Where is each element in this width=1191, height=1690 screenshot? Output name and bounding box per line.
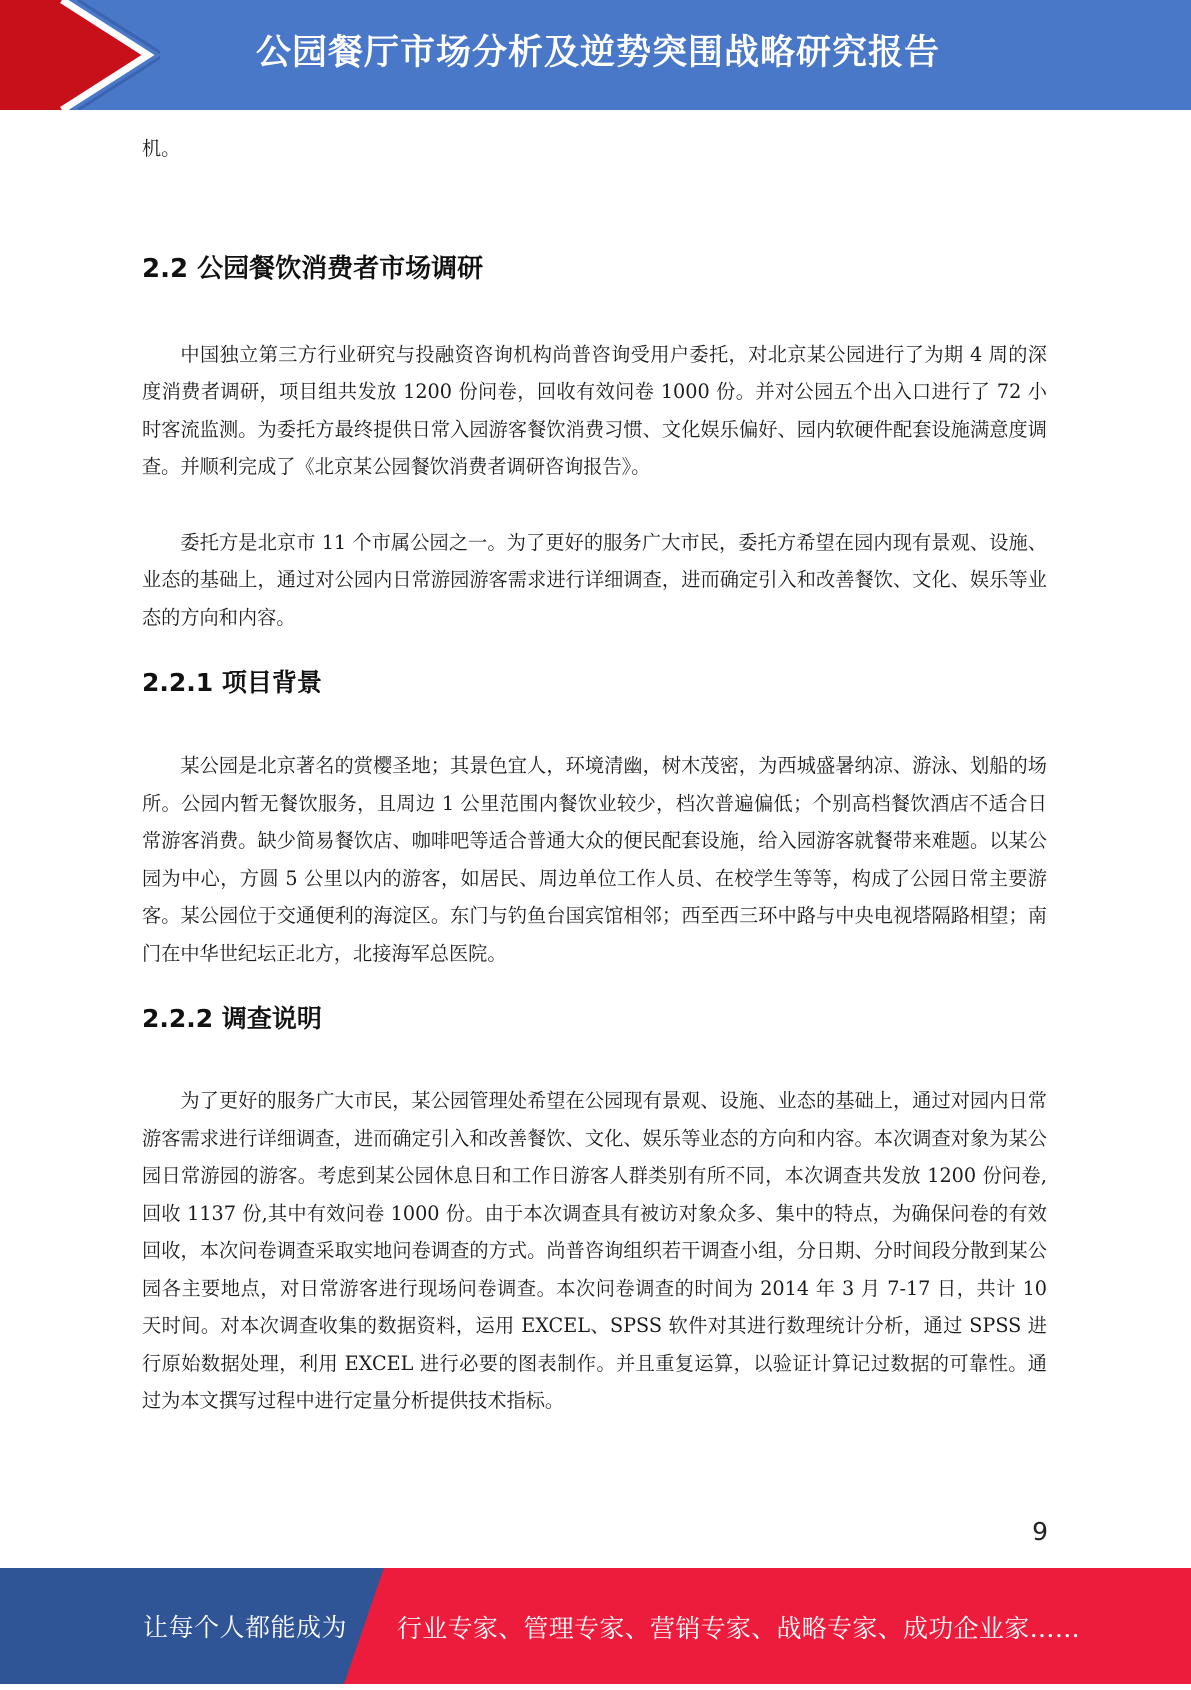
paragraph-2-2-client: 委托方是北京市 11 个市属公园之一。为了更好的服务广大市民，委托方希望在园内现有景观、设施、业态的基础上，通过对公园内日常游园游客需求进行详细调查，进而确定引入和改善餐饮、文化、娱乐等业态的方向和内容。: [142, 530, 1047, 629]
footer-slogan-roles: 行业专家、管理专家、营销专家、战略专家、成功企业家……: [397, 1614, 1081, 1643]
page-content: [142, 130, 1047, 1420]
paragraph-2-2-survey: 中国独立第三方行业研究与投融资咨询机构尚普咨询受用户委托，对北京某公园进行了为期 4 周的深度消费者调研，项目组共发放 1200 份问卷，回收有效问卷 1000 份。并对公园五个出入口进行了 72 小时客流监测。为委托方最终提供日常入园游客餐饮消费习惯、文化娱乐偏好、园内软硬件配套设施满意度调查。并顺利完成了《北京某公园餐饮消费者调研咨询报告》。: [142, 342, 1047, 478]
report-title: 公园餐厅市场分析及逆势突围战略研究报告: [256, 33, 941, 73]
paragraph-2-2-1-background: 某公园是北京著名的赏樱圣地；其景色宜人，环境清幽，树木茂密，为西城盛暑纳凉、游泳、划船的场所。公园内暂无餐饮服务，且周边 1 公里范围内餐饮业较少，档次普遍偏低；个别高档餐饮酒店不适合日常游客消费。缺少简易餐饮店、咖啡吧等适合普通大众的便民配套设施，给入园游客就餐带来难题。以某公园为中心，方圆 5 公里以内的游客，如居民、周边单位工作人员、在校学生等等，构成了公园日常主要游客。某公园位于交通便利的海淀区。东门与钓鱼台国宾馆相邻；西至西三环中路与中央电视塔隔路相望；南门在中华世纪坛正北方，北接海军总医院。: [142, 754, 1047, 965]
header-arrow-decoration: [0, 0, 160, 110]
paragraph-2-2-2-method: 为了更好的服务广大市民，某公园管理处希望在公园现有景观、设施、业态的基础上，通过对园内日常游客需求进行详细调查，进而确定引入和改善餐饮、文化、娱乐等业态的方向和内容。本次调查对象为某公园日常游园的游客。考虑到某公园休息日和工作日游客人群类别有所不同，本次调查共发放 1200 份问卷,回收 1137 份,其中有效问卷 1000 份。由于本次调查具有被访对象众多、集中的特点，为确保问卷的有效回收，本次问卷调查采取实地问卷调查的方式。尚普咨询组织若干调查小组，分日期、分时间段分散到某公园各主要地点，对日常游客进行现场问卷调查。本次问卷调查的时间为 2014 年 3 月 7-17 日，共计 10 天时间。对本次调查收集的数据资料，运用 EXCEL、SPSS 软件对其进行数理统计分析，通过 SPSS 进行原始数据处理，利用 EXCEL 进行必要的图表制作。并且重复运算，以验证计算记过数据的可靠性。通过为本文撰写过程中进行定量分析提供技术指标。: [142, 1089, 1047, 1412]
page-footer: [0, 1568, 1191, 1684]
page-number: 9: [1032, 1517, 1048, 1546]
continuation-fragment: 机。: [142, 137, 181, 160]
section-heading-2-2-1: 2.2.1 项目背景: [142, 668, 322, 697]
footer-slogan-lead: 让每个人都能成为: [143, 1613, 348, 1642]
section-heading-2-2-2: 2.2.2 调查说明: [142, 1004, 322, 1033]
page-header: [0, 0, 1191, 110]
section-heading-2-2: 2.2 公园餐饮消费者市场调研: [142, 253, 484, 284]
